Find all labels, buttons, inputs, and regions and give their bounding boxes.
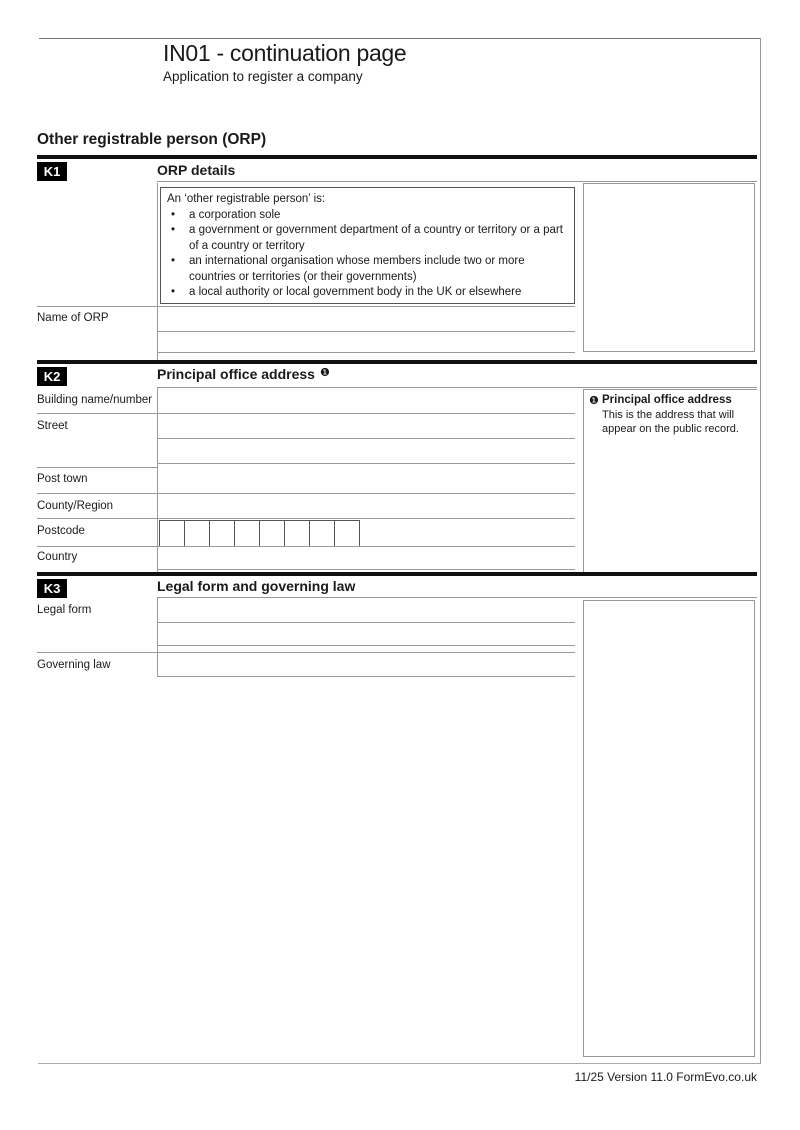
legal-form-input-line-1[interactable] (158, 622, 575, 623)
k1-title-rule (157, 181, 757, 182)
postcode-cell-2[interactable] (184, 520, 210, 546)
k1-bullet-item (167, 254, 566, 285)
form-subtitle: Application to register a company (163, 69, 363, 84)
k2-title-rule (157, 387, 757, 388)
k2-note-title-row (584, 390, 757, 407)
section-heading: Other registrable person (ORP) (37, 131, 267, 148)
k2-row-rule (37, 467, 158, 468)
building-name-input-line[interactable] (37, 413, 575, 414)
form-title: IN01 - continuation page (163, 40, 407, 66)
k1-label-divider (157, 183, 158, 360)
info-circle-1-icon: ❶ (589, 394, 599, 407)
k1-sidebar-box (583, 183, 755, 352)
k2-label-divider (157, 388, 158, 572)
k1-bullet-item (167, 223, 566, 254)
k1-row-rule (37, 306, 575, 307)
postcode-cell-4[interactable] (234, 520, 260, 546)
k3-row-rule (37, 652, 575, 653)
k2-note-title: Principal office address (602, 394, 732, 406)
legal-form-input-line-2[interactable] (158, 645, 575, 646)
bullet-icon: • (171, 224, 176, 236)
county-region-label: County/Region (37, 500, 114, 512)
k3-title: Legal form and governing law (157, 578, 356, 594)
footer-version-text: 11/25 Version 11.0 FormEvo.co.uk (574, 1070, 757, 1084)
k1-bullet-item (167, 285, 566, 301)
k3-sidebar-box (583, 600, 755, 1057)
postcode-cell-1[interactable] (159, 520, 185, 546)
k1-badge: K1 (37, 162, 67, 181)
postcode-cell-7[interactable] (309, 520, 335, 546)
k1-info-intro: An ‘other registrable person’ is: (167, 193, 326, 205)
post-town-label: Post town (37, 473, 88, 485)
page-bottom-rule (38, 1063, 761, 1064)
post-town-input-line[interactable] (37, 493, 575, 494)
k2-section-bar (37, 360, 757, 364)
bullet-icon: • (171, 255, 176, 267)
postcode-boxes (159, 520, 359, 546)
governing-law-label: Governing law (37, 659, 111, 671)
street-input-line-1[interactable] (158, 438, 575, 439)
k1-bullet-text: an international organisation whose members include two or more countries or territories (or their governments) (189, 255, 525, 283)
country-input-line[interactable] (158, 569, 575, 570)
info-circle-1-icon: ❶ (319, 366, 330, 379)
k2-badge: K2 (37, 367, 67, 386)
k2-title-text: Principal office address (157, 366, 315, 382)
building-name-label: Building name/number (37, 394, 153, 406)
k2-title (157, 366, 330, 382)
k2-note-body: This is the address that will appear on the public record. (602, 409, 739, 435)
street-input-line-2[interactable] (158, 463, 575, 464)
k3-section-bar (37, 572, 757, 576)
k2-row-rule (37, 546, 575, 547)
page-right-rule (760, 38, 761, 1063)
k1-title: ORP details (157, 162, 236, 178)
k2-sidebar-note (583, 389, 757, 572)
k1-section-bar (37, 155, 757, 159)
country-label: Country (37, 551, 78, 563)
governing-law-input-line[interactable] (158, 676, 575, 677)
k3-label-divider (157, 598, 158, 677)
postcode-cell-8[interactable] (334, 520, 360, 546)
k1-bullet-item (167, 208, 566, 224)
k3-badge: K3 (37, 579, 67, 598)
name-of-orp-input-line-2[interactable] (158, 352, 575, 353)
bullet-icon: • (171, 208, 176, 221)
name-of-orp-label: Name of ORP (37, 312, 109, 324)
k1-bullet-text: a government or government department of a country or territory or a part of a country or territory (189, 224, 563, 252)
name-of-orp-input-line-1[interactable] (158, 331, 575, 332)
legal-form-label: Legal form (37, 604, 92, 616)
page-top-rule (39, 38, 761, 39)
postcode-cell-6[interactable] (284, 520, 310, 546)
county-region-input-line[interactable] (37, 518, 575, 519)
k1-bullet-text: a corporation sole (189, 208, 281, 221)
k1-bullet-text: a local authority or local government body in the UK or elsewhere (189, 286, 522, 298)
postcode-cell-5[interactable] (259, 520, 285, 546)
postcode-label: Postcode (37, 525, 85, 537)
street-label: Street (37, 420, 68, 432)
postcode-cell-3[interactable] (209, 520, 235, 546)
k3-title-rule (157, 597, 757, 598)
k1-info-box (160, 187, 575, 304)
bullet-icon: • (171, 286, 176, 298)
